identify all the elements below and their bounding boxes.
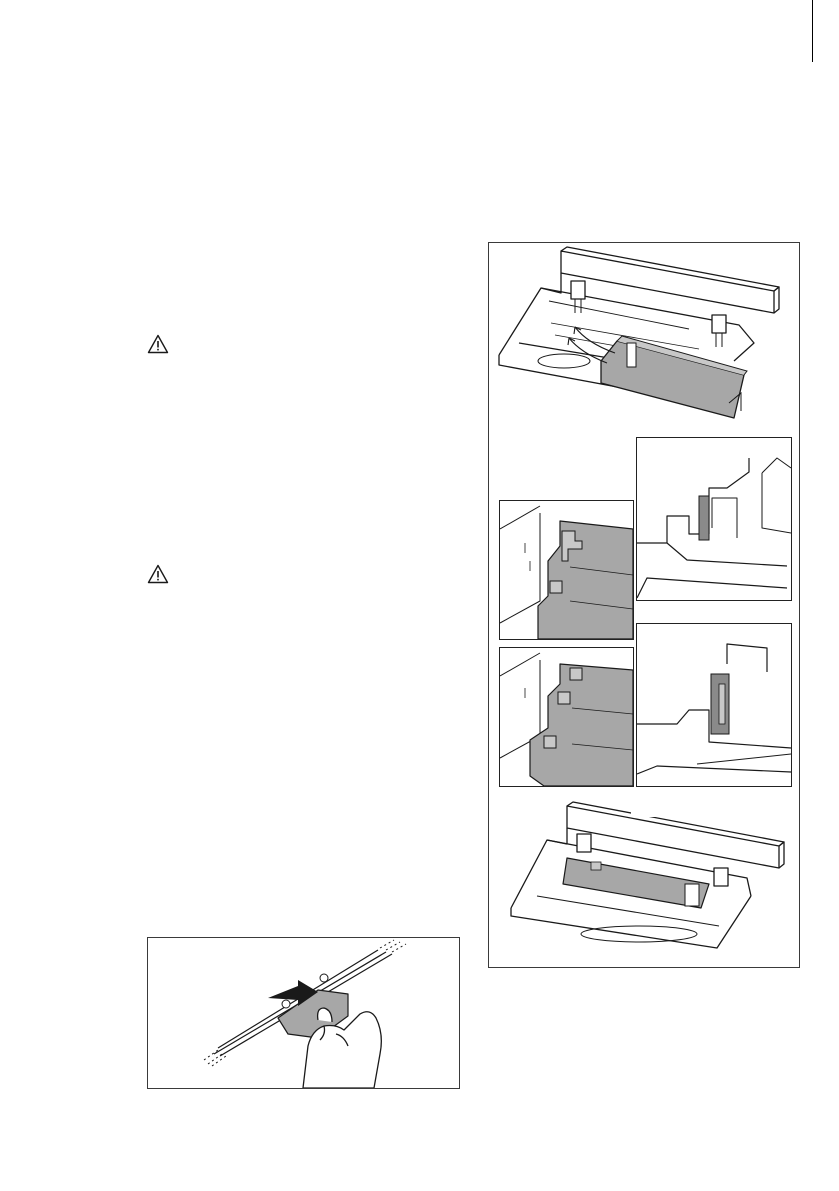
hand-sliding-filter-drawing	[148, 938, 459, 1088]
filter-clip-detail	[636, 437, 792, 601]
hood-carbon-filter-insert-drawing	[489, 243, 799, 438]
filter-tab-engaged	[499, 500, 634, 640]
filter-handling-figure	[147, 937, 460, 1089]
warning-triangle-icon	[147, 564, 169, 584]
hood-filter-installed-drawing	[489, 798, 799, 963]
filter-tab-hook	[499, 647, 634, 787]
filter-locked-detail	[636, 623, 792, 787]
page-corner-rule	[812, 0, 813, 62]
warning-triangle-icon	[147, 334, 169, 354]
installation-figure-panel	[488, 242, 800, 968]
